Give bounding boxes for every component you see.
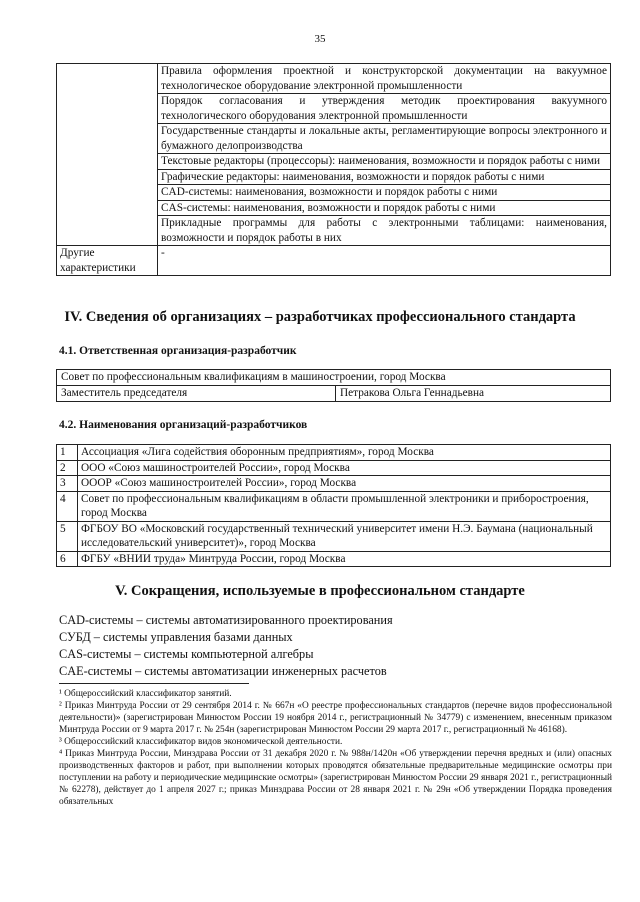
- position: Заместитель председателя: [57, 386, 336, 402]
- row-number: 5: [57, 521, 78, 551]
- table-row: [57, 64, 611, 94]
- table-row: [57, 476, 611, 492]
- footnote: ³ Общероссийский классификатор видов экономической деятельности.: [59, 737, 343, 747]
- row-number: 2: [57, 460, 78, 476]
- table-cell: Текстовые редакторы (процессоры): наименования, возможности и порядок работы с ними: [158, 154, 611, 170]
- developer-name: ОООР «Союз машиностроителей России», город Москва: [78, 476, 611, 492]
- row-number: 6: [57, 551, 78, 567]
- table-cell: CAD-системы: наименования, возможности и порядок работы с ними: [158, 185, 611, 201]
- list-item: СУБД – системы управления базами данных: [59, 630, 293, 644]
- footnote: ² Приказ Минтруда России от 29 сентября 2014 г. № 667н «О реестре профессиональных стандартов (перечне видов профессиональной деятельности)» (зарегистрирован Минюстом России 19 ноября 2014 г., регистрационный № 34779) с изменением, внесенным приказом Минтруда России от 9 марта 2017 г. № 254н (зарегистрирован Минюстом России 29 марта 2017 г., регистрационный № 46168).: [59, 701, 612, 735]
- table-row: [57, 246, 611, 276]
- person-name: Петракова Ольга Геннадьевна: [336, 386, 611, 402]
- table-cell: Прикладные программы для работы с электронными таблицами: наименования, возможности и порядок работы в них: [158, 216, 611, 246]
- footnote-divider: [59, 683, 249, 684]
- developer-name: Совет по профессиональным квалификациям в области промышленной электроники и приборостроения, город Москва: [78, 491, 611, 521]
- section-4-title: IV. Сведения об организациях – разработчиках профессионального стандарта: [64, 309, 576, 325]
- table-cell: Графические редакторы: наименования, возможности и порядок работы с ними: [158, 169, 611, 185]
- subsection-4-1-title: 4.1. Ответственная организация-разработчик: [59, 345, 297, 357]
- other-characteristics-label: Другие характеристики: [57, 246, 158, 276]
- table-cell: CAS-системы: наименования, возможности и порядок работы с ними: [158, 200, 611, 216]
- developer-name: ООО «Союз машиностроителей России», город Москва: [78, 460, 611, 476]
- list-item: CAD-системы – системы автоматизированного проектирования: [59, 613, 393, 627]
- table-row: [57, 551, 611, 567]
- list-item: CAS-системы – системы компьютерной алгебры: [59, 647, 314, 661]
- responsible-org-table: [56, 369, 611, 402]
- table-row: [57, 370, 611, 386]
- row-number: 4: [57, 491, 78, 521]
- empty-label-cell: [57, 64, 158, 246]
- table-row: [57, 521, 611, 551]
- list-item: CAE-системы – системы автоматизации инженерных расчетов: [59, 664, 387, 678]
- page-number: 35: [314, 33, 326, 45]
- knowledge-table: [56, 63, 611, 276]
- developer-name: Ассоциация «Лига содействия оборонным предприятиям», город Москва: [78, 445, 611, 461]
- table-row: [57, 386, 611, 402]
- other-characteristics-value: -: [158, 246, 611, 276]
- row-number: 3: [57, 476, 78, 492]
- subsection-4-2-title: 4.2. Наименования организаций-разработчиков: [59, 419, 308, 431]
- developers-table: [56, 444, 611, 567]
- developer-name: ФГБУ «ВНИИ труда» Минтруда России, город Москва: [78, 551, 611, 567]
- table-cell: Порядок согласования и утверждения методик проектирования вакуумного технологического оборудования электронной промышленности: [158, 94, 611, 124]
- row-number: 1: [57, 445, 78, 461]
- section-5-title: V. Сокращения, используемые в профессиональном стандарте: [115, 583, 525, 599]
- table-row: [57, 491, 611, 521]
- table-cell: Государственные стандарты и локальные акты, регламентирующие вопросы электронного и бумажного делопроизводства: [158, 124, 611, 154]
- org-name: Совет по профессиональным квалификациям в машиностроении, город Москва: [57, 370, 611, 386]
- table-cell: Правила оформления проектной и конструкторской документации на вакуумное технологическое оборудование электронной промышленности: [158, 64, 611, 94]
- table-row: [57, 460, 611, 476]
- footnotes: [59, 688, 612, 808]
- footnote: ¹ Общероссийский классификатор занятий.: [59, 689, 232, 699]
- footnote: ⁴ Приказ Минтруда России, Минздрава России от 31 декабря 2020 г. № 988н/1420н «Об утверждении перечня вредных и (или) опасных производственных факторов и работ, при выполнении которых проводятся обязательные предварительные медицинские осмотры при поступлении на работу и периодические медицинские осмотры» (зарегистрирован Минюстом России 29 января 2021 г., регистрационный № 62278), действует до 1 апреля 2027 г.; приказ Минздрава России от 28 января 2021 г. № 29н «Об утверждении Порядка проведения обязательных: [59, 749, 613, 807]
- abbreviations-list: [59, 612, 393, 680]
- table-row: [57, 445, 611, 461]
- developer-name: ФГБОУ ВО «Московский государственный технический университет имени Н.Э. Баумана (национальный исследовательский университет)», город Москва: [78, 521, 611, 551]
